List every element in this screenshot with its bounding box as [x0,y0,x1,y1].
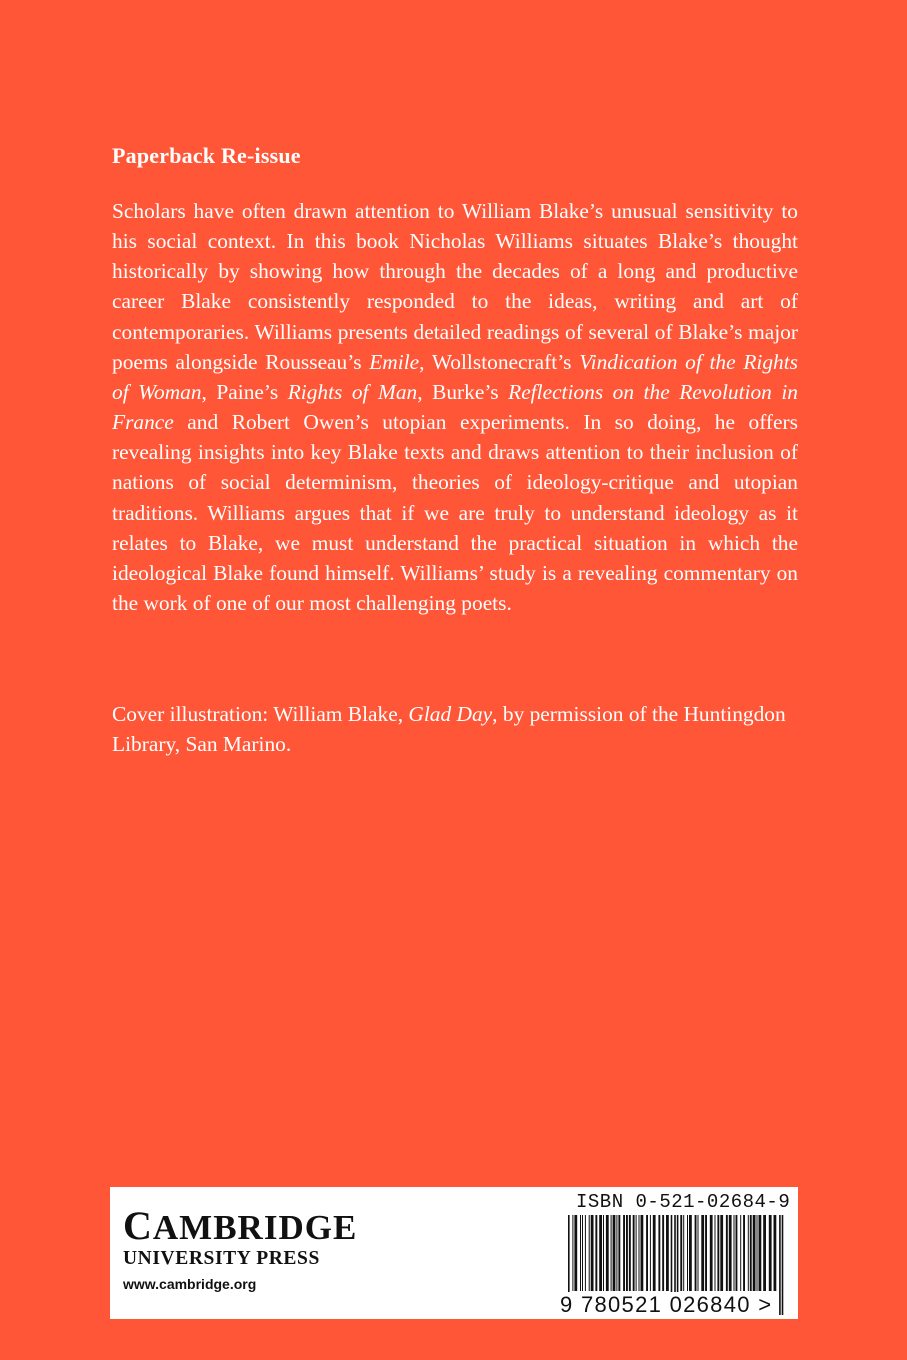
ean-digits: 9 780521 026840 > [560,1292,773,1317]
publisher-barcode-panel [110,1187,798,1319]
publisher-subtitle: UNIVERSITY PRESS [123,1248,320,1269]
reissue-heading: Paperback Re-issue [112,143,301,168]
publisher-logo [123,1203,358,1292]
cover-illustration-credit: Cover illustration: William Blake, Glad Day, by permission of the Huntingdon Library, San Marino. [112,702,786,757]
publisher-url: www.cambridge.org [123,1276,257,1292]
publisher-name: CAMBRIDGE [123,1203,358,1248]
blurb-text: Scholars have often drawn attention to William Blake’s unusual sensitivity to his social context. In this book Nicholas Williams situates Blake’s thought historically by showing how through the decades of a long and productive career Blake consistently responded to the ideas, writing and art of contemporaries. Williams presents detailed readings of several of Blake’s major poems alongside Rousseau’s Emile, Wollstonecraft’s Vindication of the Rights of Woman, Paine’s Rights of Man, Burke’s Reflections on the Revolution in France and Robert Owen’s utopian experiments. In so doing, he offers revealing insights into key Blake texts and draws attention to their inclusion of nations of social determinism, theories of ideology-critique and utopian traditions. Williams argues that if we are truly to understand ideology as it relates to Blake, we must understand the practical situation in which the ideological Blake found himself. Williams’ study is a revealing commentary on the work of one of our most challenging poets. [112,199,798,616]
isbn-label: ISBN 0-521-02684-9 [576,1191,791,1213]
